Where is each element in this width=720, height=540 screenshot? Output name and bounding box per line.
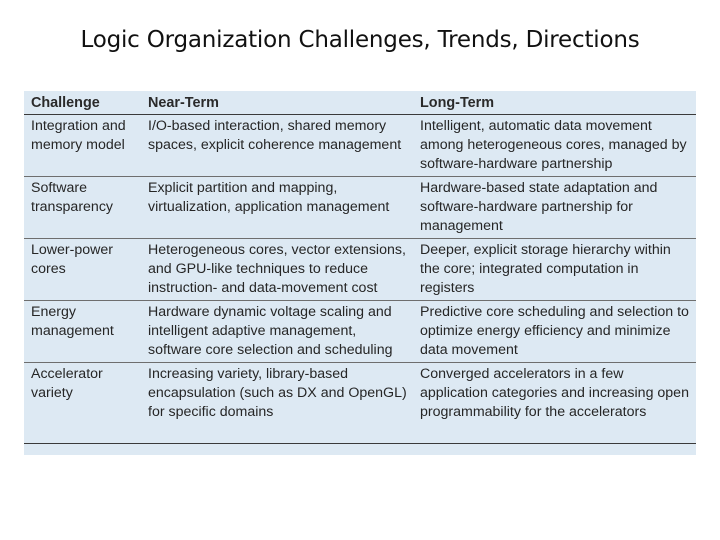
table-row — [24, 177, 696, 239]
cell-near-term: Hardware dynamic voltage scaling and intelligent adaptive management, software core selection and scheduling — [141, 301, 413, 363]
table-header-row — [24, 91, 696, 115]
cell-challenge: Accelerator variety — [24, 363, 141, 444]
cell-long-term: Intelligent, automatic data movement among heterogeneous cores, managed by software-hardware partnership — [413, 115, 696, 177]
table-row — [24, 301, 696, 363]
cell-challenge: Integration and memory model — [24, 115, 141, 177]
cell-challenge: Lower-power cores — [24, 239, 141, 301]
cell-near-term: Heterogeneous cores, vector extensions, and GPU-like techniques to reduce instruction- and data-movement cost — [141, 239, 413, 301]
cell-long-term: Hardware-based state adaptation and software-hardware partnership for management — [413, 177, 696, 239]
table-row — [24, 239, 696, 301]
header-challenge: Challenge — [24, 91, 141, 115]
cell-long-term: Predictive core scheduling and selection to optimize energy efficiency and minimize data movement — [413, 301, 696, 363]
cell-near-term: Increasing variety, library-based encapsulation (such as DX and OpenGL) for specific domains — [141, 363, 413, 444]
cell-near-term: Explicit partition and mapping, virtualization, application management — [141, 177, 413, 239]
challenges-table-panel — [24, 91, 696, 455]
table-row — [24, 115, 696, 177]
cell-challenge: Software transparency — [24, 177, 141, 239]
header-near-term: Near-Term — [141, 91, 413, 115]
header-long-term: Long-Term — [413, 91, 696, 115]
cell-near-term: I/O-based interaction, shared memory spaces, explicit coherence management — [141, 115, 413, 177]
table-row — [24, 363, 696, 444]
slide-title: Logic Organization Challenges, Trends, Directions — [80, 27, 640, 53]
challenges-table — [24, 91, 696, 444]
cell-long-term: Converged accelerators in a few application categories and increasing open programmability for the accelerators — [413, 363, 696, 444]
cell-long-term: Deeper, explicit storage hierarchy within the core; integrated computation in registers — [413, 239, 696, 301]
cell-challenge: Energy management — [24, 301, 141, 363]
